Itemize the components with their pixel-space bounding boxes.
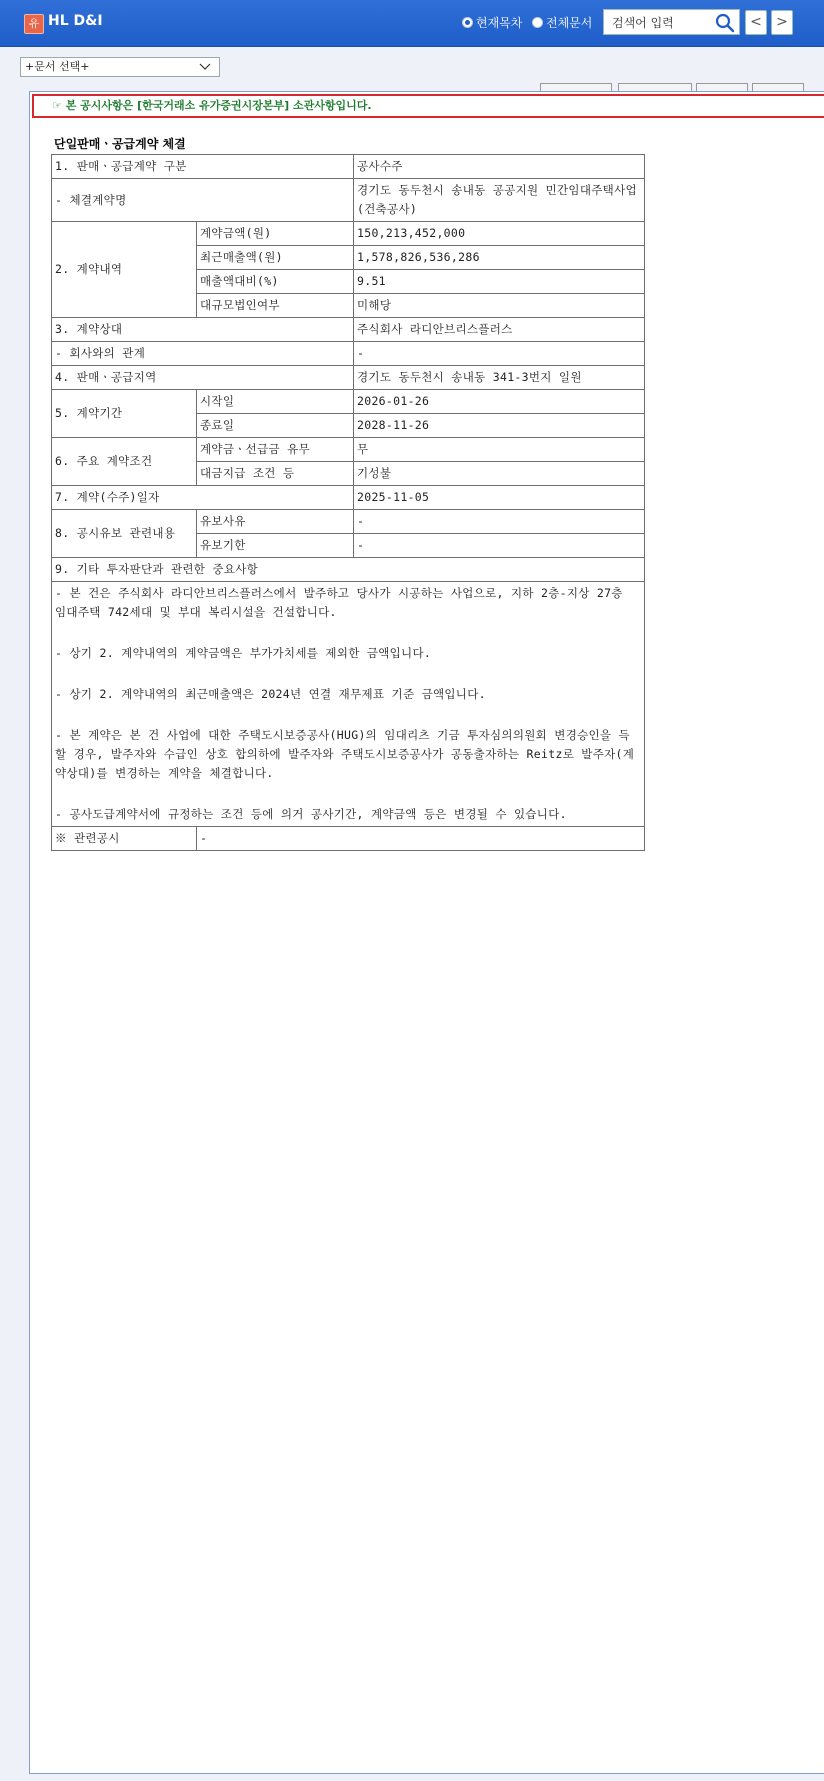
document-select[interactable] bbox=[20, 57, 220, 77]
disclosure-table bbox=[51, 154, 645, 851]
row-sublabel: 종료일 bbox=[197, 414, 354, 438]
row-sublabel: 대금지급 조건 등 bbox=[197, 462, 354, 486]
table-row bbox=[52, 486, 645, 510]
table-row bbox=[52, 318, 645, 342]
row-sublabel: 대규모법인여부 bbox=[197, 294, 354, 318]
row-sublabel: 계약금액(원) bbox=[197, 222, 354, 246]
row-sublabel: 계약금ㆍ선급금 유무 bbox=[197, 438, 354, 462]
search-icon[interactable] bbox=[715, 13, 735, 33]
row-value: 2025-11-05 bbox=[354, 486, 645, 510]
row-label: 5. 계약기간 bbox=[52, 390, 197, 438]
paragraph: - 본 계약은 본 건 사업에 대한 주택도시보증공사(HUG)의 임대리츠 기금 투자심의의원회 변경승인을 득할 경우, 발주자와 수급인 상호 합의하에 발주자와 주택도시보증공사가 공동출자하는 Reitz로 발주자(계약상대)를 변경하는 계약을 체결합니다. bbox=[55, 728, 635, 780]
row-sublabel: 유보사유 bbox=[197, 510, 354, 534]
company-logo-icon: 유 bbox=[24, 14, 44, 34]
row-label: ※ 관련공시 bbox=[52, 827, 197, 851]
search-input[interactable] bbox=[610, 11, 718, 35]
company-name: HL D&I bbox=[48, 13, 103, 29]
table-row bbox=[52, 366, 645, 390]
document-title: 단일판매ㆍ공급계약 체결 bbox=[54, 137, 186, 151]
jurisdiction-notice: ☞ 본 공시사항은 [한국거래소 유가증권시장본부] 소관사항입니다. bbox=[32, 94, 824, 118]
radio-all-icon[interactable] bbox=[532, 17, 543, 28]
table-row bbox=[52, 179, 645, 222]
table-row bbox=[52, 827, 645, 851]
row-value: - bbox=[354, 534, 645, 558]
row-value: 경기도 동두천시 송내동 공공지원 민간임대주택사업(건축공사) bbox=[354, 179, 645, 222]
row-value: - bbox=[197, 827, 645, 851]
table-row bbox=[52, 438, 645, 462]
row-label: - 체결계약명 bbox=[52, 179, 354, 222]
table-row bbox=[52, 510, 645, 534]
radio-current-icon[interactable] bbox=[462, 17, 473, 28]
radio-current-label: 현재목차 bbox=[476, 16, 523, 30]
radio-current-toc[interactable] bbox=[462, 14, 522, 31]
row-value: 기성불 bbox=[354, 462, 645, 486]
row-value: 150,213,452,000 bbox=[354, 222, 645, 246]
row-label: 6. 주요 계약조건 bbox=[52, 438, 197, 486]
row-value: 경기도 동두천시 송내동 341-3번지 일원 bbox=[354, 366, 645, 390]
top-header bbox=[0, 0, 824, 47]
paragraph: - 상기 2. 계약내역의 계약금액은 부가가치세를 제외한 금액입니다. bbox=[55, 646, 432, 660]
row-label: 1. 판매ㆍ공급계약 구분 bbox=[52, 155, 354, 179]
paragraph: - 공사도급계약서에 규정하는 조건 등에 의거 공사기간, 계약금액 등은 변경될 수 있습니다. bbox=[55, 807, 567, 821]
row-label: 3. 계약상대 bbox=[52, 318, 354, 342]
row-label: 4. 판매ㆍ공급지역 bbox=[52, 366, 354, 390]
row-sublabel: 시작일 bbox=[197, 390, 354, 414]
important-matters-text bbox=[52, 582, 645, 827]
table-row bbox=[52, 342, 645, 366]
paragraph: - 상기 2. 계약내역의 최근매출액은 2024년 연결 재무제표 기준 금액입니다. bbox=[55, 687, 486, 701]
row-value: 무 bbox=[354, 438, 645, 462]
table-row bbox=[52, 155, 645, 179]
row-value: - bbox=[354, 342, 645, 366]
radio-all-documents[interactable] bbox=[532, 14, 592, 31]
table-row bbox=[52, 222, 645, 246]
row-value: 2026-01-26 bbox=[354, 390, 645, 414]
row-value: 주식회사 라디안브리스플러스 bbox=[354, 318, 645, 342]
row-sublabel: 유보기한 bbox=[197, 534, 354, 558]
row-label: - 회사와의 관계 bbox=[52, 342, 354, 366]
radio-all-label: 전체문서 bbox=[546, 16, 593, 30]
search-box[interactable] bbox=[603, 9, 740, 35]
row-sublabel: 최근매출액(원) bbox=[197, 246, 354, 270]
row-label: 2. 계약내역 bbox=[52, 222, 197, 318]
table-row bbox=[52, 558, 645, 582]
row-value: 공사수주 bbox=[354, 155, 645, 179]
row-label: 7. 계약(수주)일자 bbox=[52, 486, 354, 510]
prev-result-button[interactable]: < bbox=[745, 10, 767, 35]
document-select-value: +문서 선택+ bbox=[25, 60, 90, 73]
row-value: - bbox=[354, 510, 645, 534]
row-sublabel: 매출액대비(%) bbox=[197, 270, 354, 294]
row-value: 9.51 bbox=[354, 270, 645, 294]
chevron-down-icon bbox=[199, 61, 211, 73]
row-label: 8. 공시유보 관련내용 bbox=[52, 510, 197, 558]
next-result-button[interactable]: > bbox=[771, 10, 793, 35]
row-label: 9. 기타 투자판단과 관련한 중요사항 bbox=[52, 558, 645, 582]
table-row bbox=[52, 390, 645, 414]
row-value: 미해당 bbox=[354, 294, 645, 318]
paragraph: - 본 건은 주식회사 라디안브리스플러스에서 발주하고 당사가 시공하는 사업으로, 지하 2층-지상 27층 임대주택 742세대 및 부대 복리시설을 건설합니다. bbox=[55, 586, 623, 619]
table-row bbox=[52, 582, 645, 827]
row-value: 2028-11-26 bbox=[354, 414, 645, 438]
row-value: 1,578,826,536,286 bbox=[354, 246, 645, 270]
